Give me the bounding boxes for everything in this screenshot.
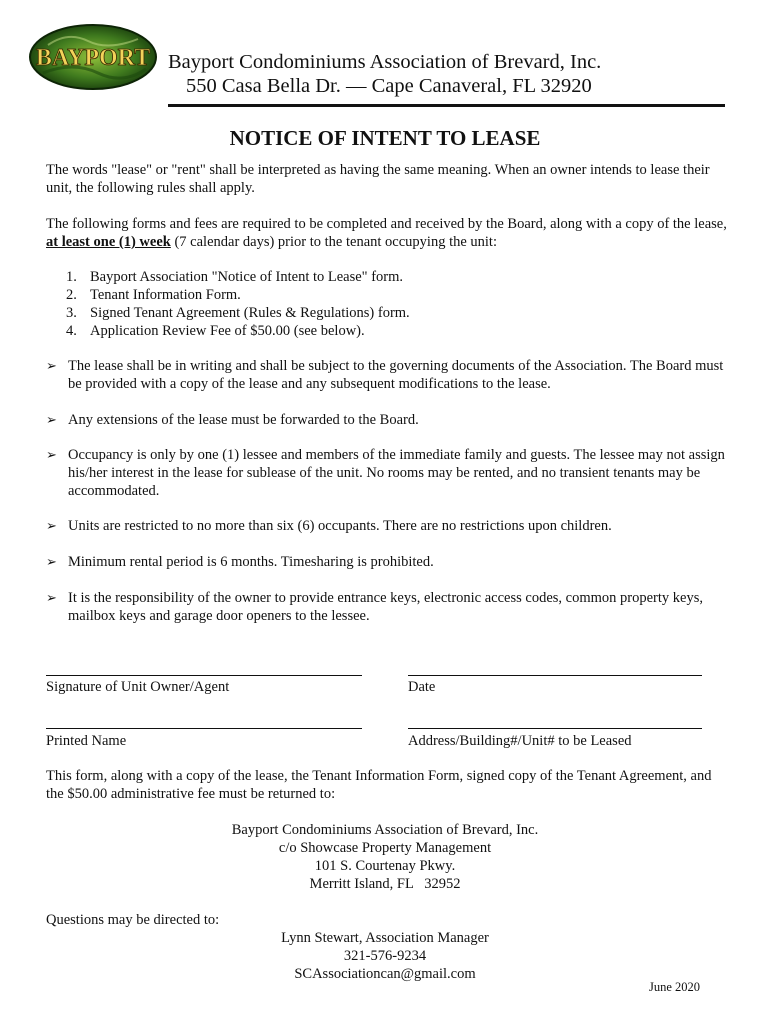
printed-name-line[interactable] [46, 728, 362, 729]
arrow-bullet-icon: ➢ [46, 358, 57, 373]
page-title: NOTICE OF INTENT TO LEASE [229, 126, 541, 150]
mailing-address: Bayport Condominiums Association of Brevard, Inc. c/o Showcase Property Management 101 S. Courtenay Pkwy. Merritt Island, FL 32952 [231, 822, 539, 892]
printed-name-label: Printed Name [46, 733, 127, 749]
forms-text-before: The following forms and fees are required to be completed and received by the Board, along with a copy of the lease, [46, 216, 727, 232]
intro-paragraph: The words "lease" or "rent" shall be interpreted as having the same meaning. When an owner intends to lease their unit, the following rules shall apply. [46, 162, 710, 196]
contact-email[interactable]: SCAssociationcan@gmail.com [294, 966, 476, 982]
list-item: 1. Bayport Association "Notice of Intent to Lease" form. [66, 269, 404, 285]
address-label: Address/Building#/Unit# to be Leased [408, 733, 632, 749]
address-line[interactable] [408, 728, 702, 729]
header-divider [168, 104, 725, 107]
arrow-bullet-icon: ➢ [46, 554, 57, 569]
date-label: Date [408, 679, 436, 695]
rule-bullet: ➢ Any extensions of the lease must be forwarded to the Board. [46, 412, 419, 428]
rule-bullet: ➢ It is the responsibility of the owner to provide entrance keys, electronic access codes, common property keys, mailbox keys and garage door openers to the lessee. [46, 590, 703, 624]
required-forms-list [66, 268, 410, 340]
arrow-bullet-icon: ➢ [46, 412, 57, 427]
arrow-bullet-icon: ➢ [46, 518, 57, 533]
date-line[interactable] [408, 675, 702, 676]
org-address: 550 Casa Bella Dr. — Cape Canaveral, FL 32920 [186, 75, 592, 97]
questions-label: Questions may be directed to: [46, 912, 220, 928]
rule-bullet: ➢ The lease shall be in writing and shall be subject to the governing documents of the Association. The Board must be provided with a copy of the lease and any subsequent modifications to the lease. [46, 358, 724, 392]
list-item: 2. Tenant Information Form. [66, 287, 241, 303]
contact-phone: 321-576-9234 [343, 948, 427, 964]
org-name: Bayport Condominiums Association of Brevard, Inc. [168, 51, 602, 73]
logo-text: BAYPORT [35, 45, 151, 71]
forms-paragraph [46, 215, 730, 251]
rule-bullet: ➢ Occupancy is only by one (1) lessee and members of the immediate family and guests. The lessee may not assign his/her interest in the lease for sublease of the unit. No rooms may be rented, and no transient tenants may be accommodated. [46, 447, 725, 499]
contact-info [0, 929, 770, 983]
rule-bullet: ➢ Minimum rental period is 6 months. Timesharing is prohibited. [46, 554, 434, 570]
rule-bullet: ➢ Units are restricted to no more than six (6) occupants. There are no restrictions upon children. [46, 518, 612, 534]
owner-signature-line[interactable] [46, 675, 362, 676]
owner-signature-label: Signature of Unit Owner/Agent [46, 679, 230, 695]
forms-text-after: (7 calendar days) prior to the tenant occupying the unit: [170, 234, 497, 250]
arrow-bullet-icon: ➢ [46, 590, 57, 605]
arrow-bullet-icon: ➢ [46, 447, 57, 462]
forms-text-emphasis: at least one (1) week [46, 234, 171, 250]
list-item: 4. Application Review Fee of $50.00 (see below). [66, 323, 365, 339]
footer-date: June 2020 [648, 980, 700, 994]
bayport-logo [28, 23, 158, 91]
contact-name: Lynn Stewart, Association Manager [281, 930, 489, 946]
return-paragraph: This form, along with a copy of the lease, the Tenant Information Form, signed copy of the Tenant Agreement, and the $50.00 administrative fee must be returned to: [46, 768, 712, 802]
list-item: 3. Signed Tenant Agreement (Rules & Regulations) form. [66, 305, 410, 321]
